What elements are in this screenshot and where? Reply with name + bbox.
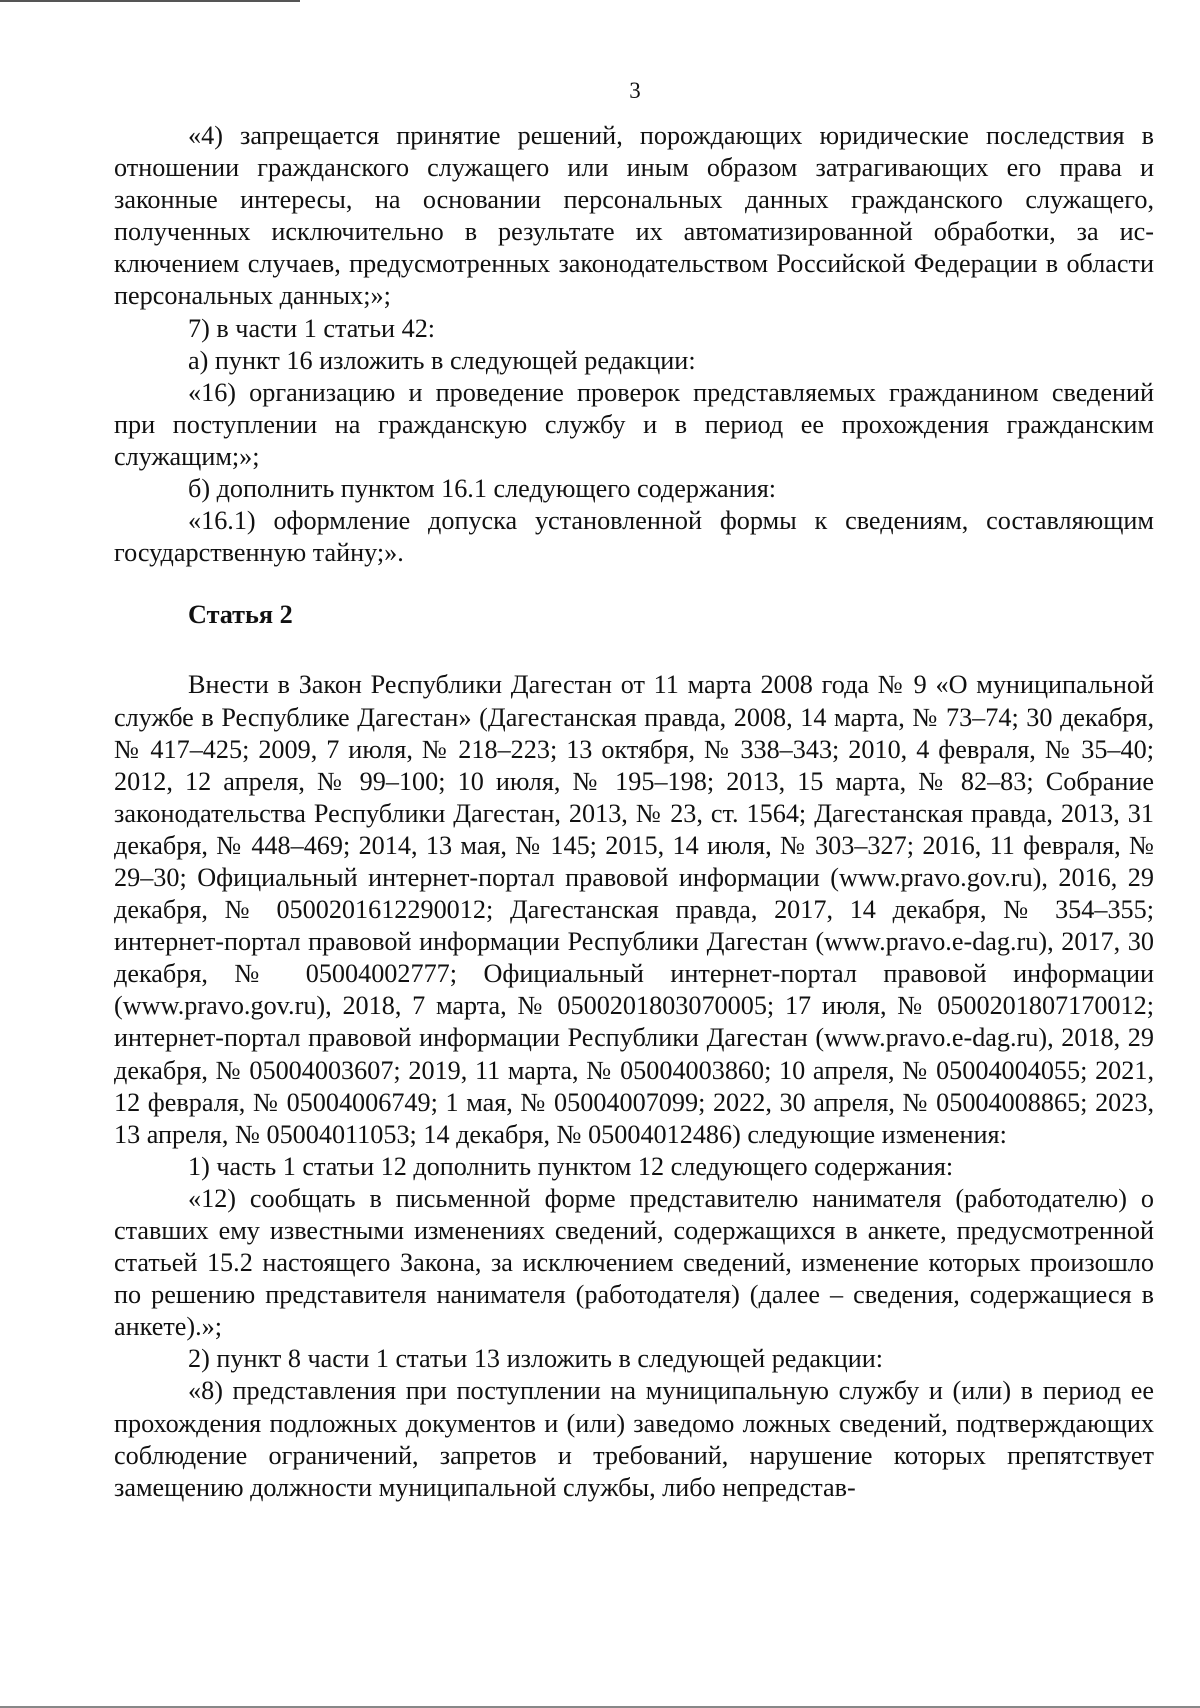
paragraph-amendment-intro: Внести в Закон Республики Дагестан от 11 марта 2008 года № 9 «О муниципальной службе в Республике Дагестан» (Дагестанская правда, 2008, 14 марта, № 73–74; 30 декабря, № 417–425; 2009, 7 июля, № 218–223; 13 октября, № 338–343; 2010, 4 февраля, № 35–40; 2012, 12 апреля, № 99–100; 10 июля, № 195–198; 2013, 15 марта, № 82–83; Собрание законодательства Республики Дагестан, 2013, № 23, ст. 1564; Дагестанская правда, 2013, 31 декабря, № 448–469; 2014, 13 мая, № 145; 2015, 14 июля, № 303–327; 2016, 11 февраля, № 29–30; Официальный интернет-портал правовой информации (www.pravo.gov.ru), 2016, 29 декабря, № 0500201612290012; Дагестанская правда, 2017, 14 декабря, № 354–355; интернет-портал правовой информации Республики Дагестан (www.pravo.e-dag.ru), 2017, 30 декабря, № 05004002777; Официальный интернет-портал правовой информации (www.pravo.gov.ru), 2018, 7 марта, № 0500201803070005; 17 июля, № 0500201807170012; интернет-портал правовой информации Республики Дагестан (www.pravo.e-dag.ru), 2018, 29 декабря, № 05004003607; 2019, 11 марта, № 05004003860; 10 апреля, № 05004004055; 2021, 12 февраля, № 05004006749; 1 мая, № 05004007099; 2022, 30 апреля, № 05004008865; 2023, 13 апреля, № 05004011053; 14 декабря, № 05004012486) следующие изменения: <box>114 670 1154 1149</box>
paragraph-clause-4: «4) запрещается принятие решений, порождающих юридические последствия в отношении гражданского служащего или иным образом затрагивающих его права и законные интересы, на основании персональных данных гражданского служащего, полученных исключительно в результате их автоматизированной обработки, за исключением случаев, предусмотренных законодательством Российской Федерации в области персональных данных;»; <box>114 121 1154 311</box>
paragraph-item-1: 1) часть 1 статьи 12 дополнить пунктом 12 следующего содержания: <box>188 1151 954 1181</box>
paragraph-clause-16-1: «16.1) оформление допуска установленной формы к сведениям, составляющим государственную тайну;». <box>114 506 1154 568</box>
paragraph-clause-8: «8) представления при поступлении на муниципальную службу и (или) в период ее прохождения подложных документов и (или) заведомо ложных сведений, подтверждающих соблюдение ограничений, запретов и требований, нарушение которых препятствует замещению должности муниципальной службы, либо непредстав- <box>114 1376 1154 1502</box>
paragraph-clause-12: «12) сообщать в письменной форме представителю нанимателя (работодателю) о ставших ему известными изменениях сведений, содержащихся в анкете, предусмотренной статьей 15.2 настоящего Закона, за исключением сведений, изменение которых произошло по решению представителя нанимателя (работодателя) (далее – сведения, содержащиеся в анкете).»; <box>114 1183 1154 1342</box>
paragraph-item-2: 2) пункт 8 части 1 статьи 13 изложить в следующей редакции: <box>188 1344 884 1374</box>
scan-edge-top <box>0 0 300 2</box>
paragraph-subitem-b: б) дополнить пунктом 16.1 следующего содержания: <box>188 474 777 504</box>
paragraph-clause-16: «16) организацию и проведение проверок представляемых гражданином сведений при поступлении на гражданскую службу и в период ее прохождения гражданским служащим;»; <box>114 377 1154 471</box>
document-body <box>114 120 1154 1504</box>
page-number: 3 <box>629 78 641 103</box>
paragraph-item-7: 7) в части 1 статьи 42: <box>188 313 436 343</box>
article-heading: Статья 2 <box>188 600 293 630</box>
paragraph-subitem-a: а) пункт 16 изложить в следующей редакции: <box>188 345 696 375</box>
